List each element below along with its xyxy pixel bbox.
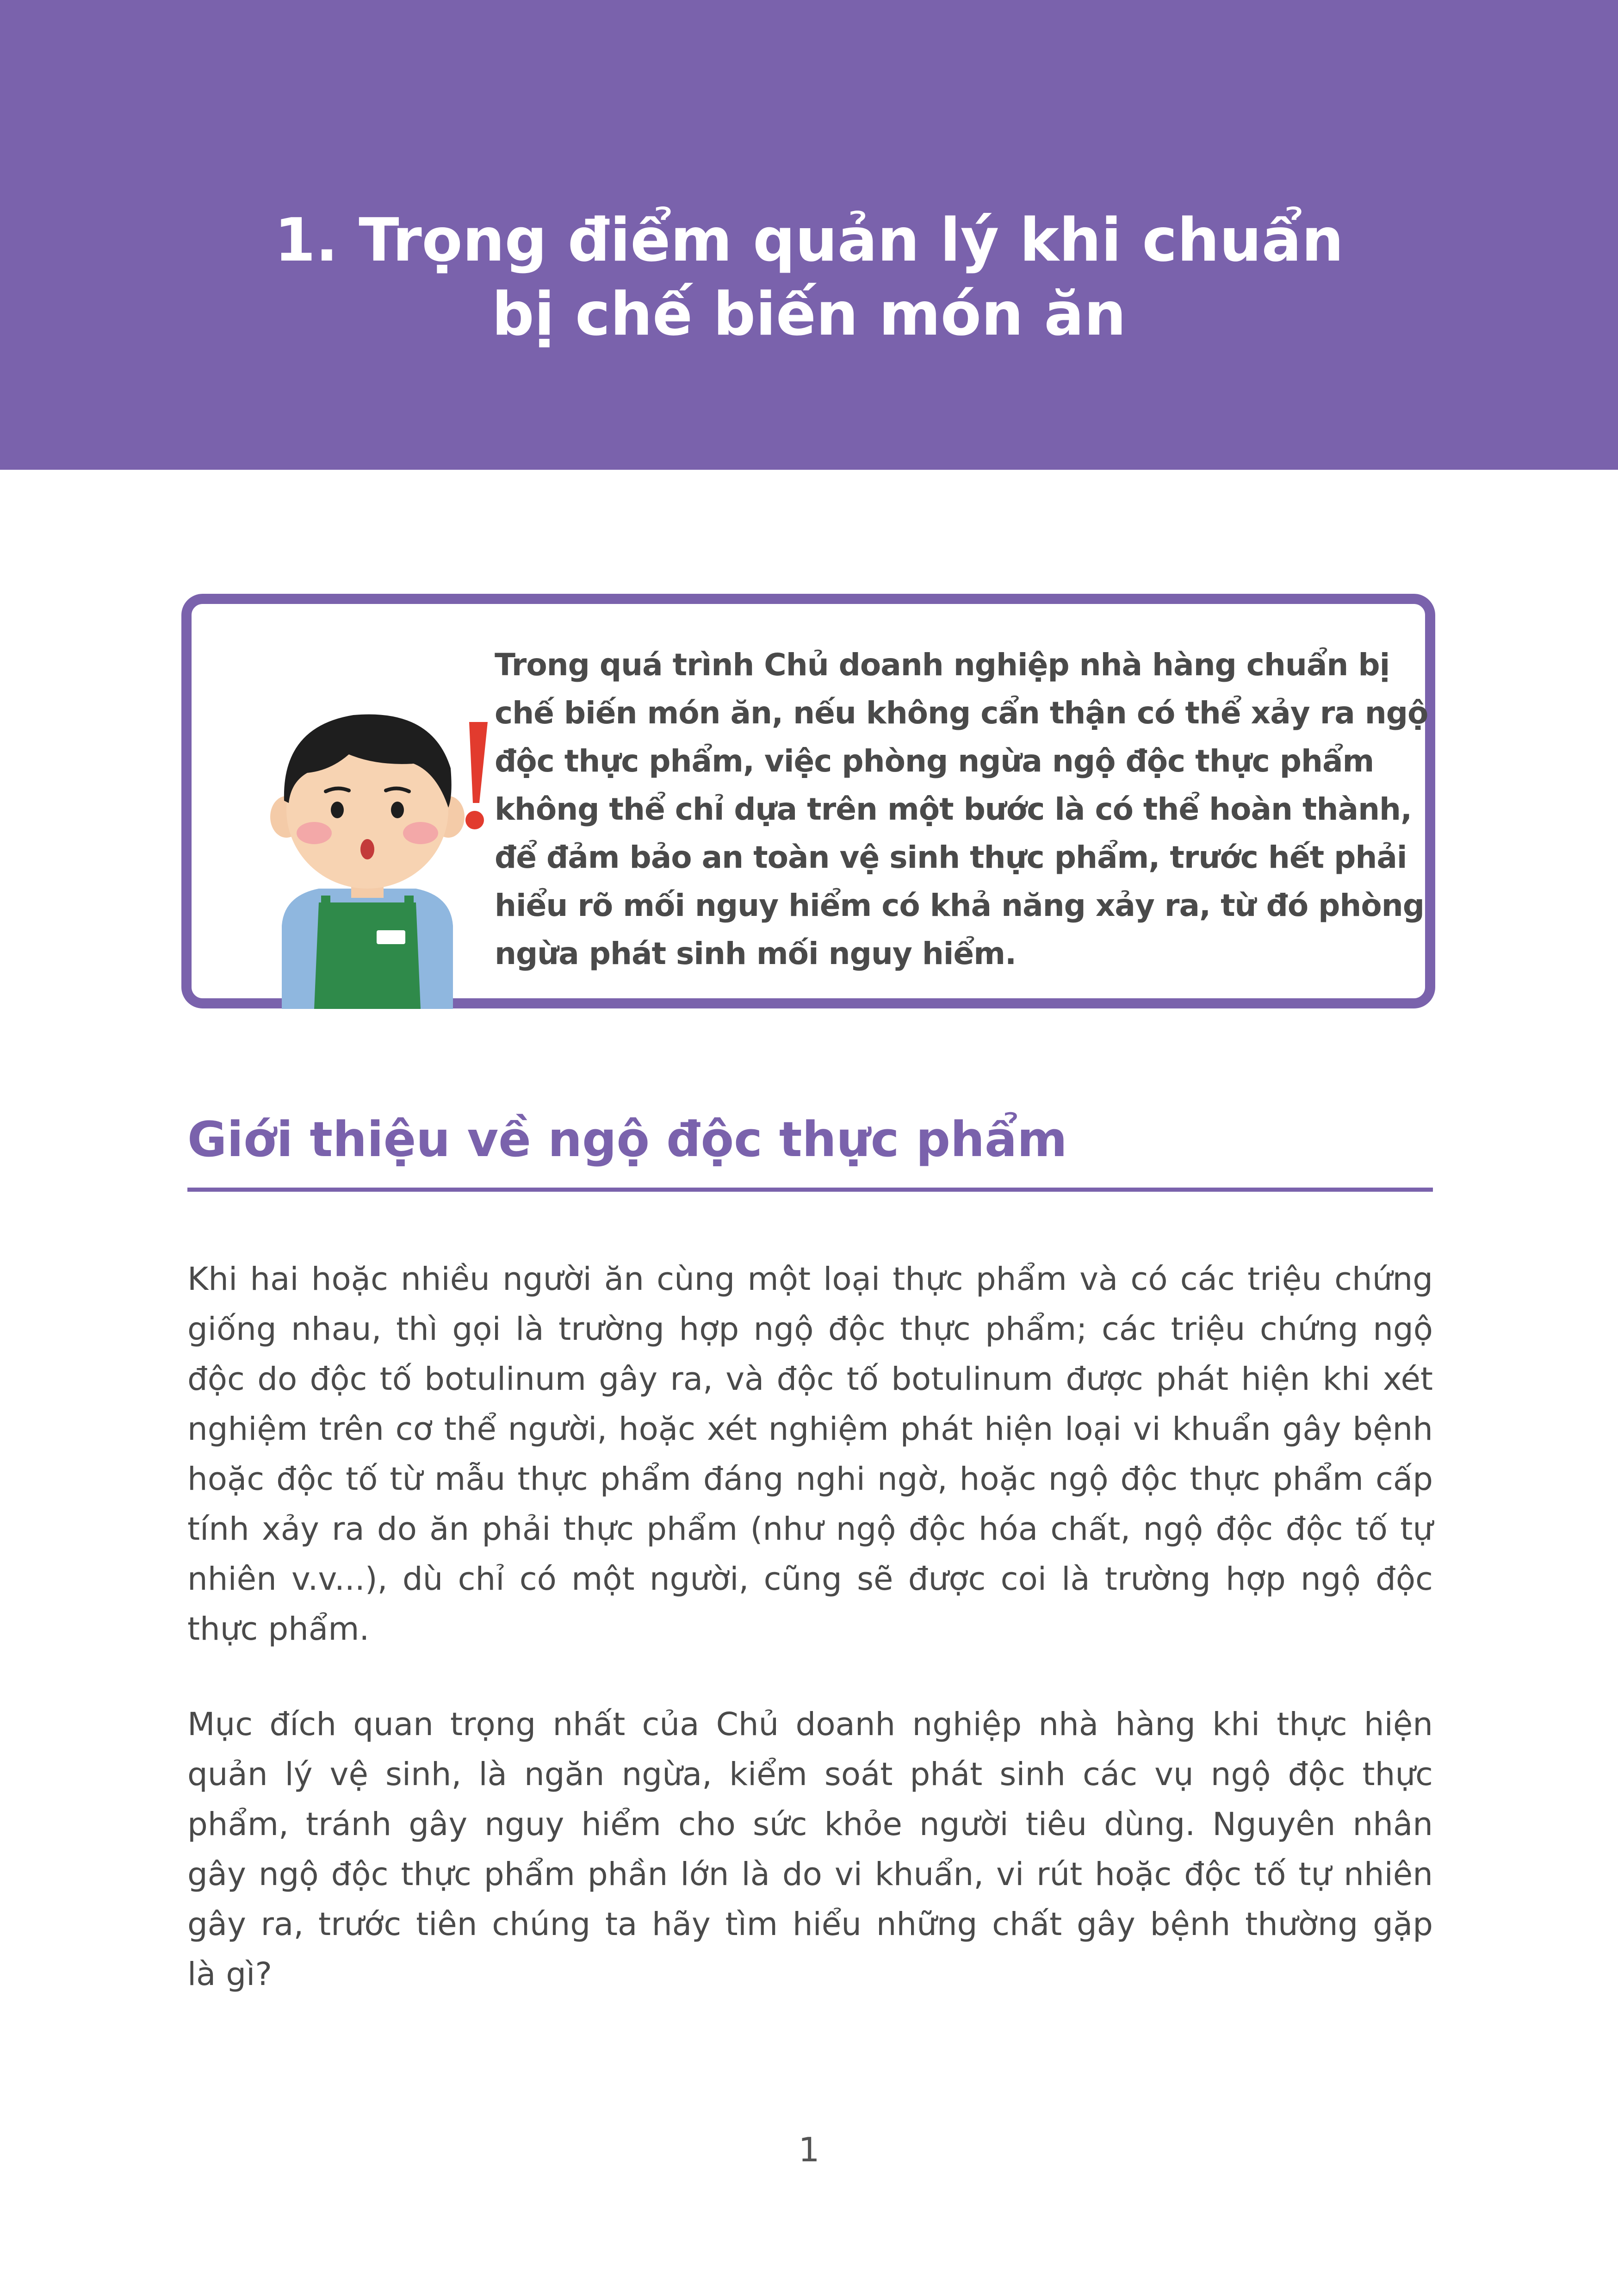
notice-box xyxy=(181,594,1435,1008)
notice-line: không thể chỉ dựa trên một bước là có thể hoàn thành, xyxy=(495,791,1412,827)
notice-line: hiểu rõ mối nguy hiểm có khả năng xảy ra, từ đó phòng xyxy=(495,888,1424,923)
paragraph-line: nghiệm trên cơ thể người, hoặc xét nghiệm phát hiện loại vi khuẩn gây bệnh xyxy=(187,1411,1433,1448)
notice-line: Trong quá trình Chủ doanh nghiệp nhà hàng chuẩn bị xyxy=(495,647,1390,683)
notice-line: ngừa phát sinh mối nguy hiểm. xyxy=(495,936,1017,971)
section-divider xyxy=(187,1188,1433,1192)
page-number: 1 xyxy=(798,2130,820,2169)
notice-line: để đảm bảo an toàn vệ sinh thực phẩm, trước hết phải xyxy=(495,840,1407,875)
notice-line: chế biến món ăn, nếu không cẩn thận có thể xảy ra ngộ xyxy=(495,695,1428,731)
notice-text xyxy=(495,641,1428,978)
paragraph-2 xyxy=(187,1699,1433,1999)
paragraph-line: Mục đích quan trọng nhất của Chủ doanh nghiệp nhà hàng khi thực hiện xyxy=(187,1706,1433,1743)
page-title xyxy=(0,204,1618,352)
paragraph-line: hoặc độc tố từ mẫu thực phẩm đáng nghi ngờ, hoặc ngộ độc thực phẩm cấp xyxy=(187,1461,1433,1498)
page-header xyxy=(0,0,1618,470)
paragraph-line: Khi hai hoặc nhiều người ăn cùng một loại thực phẩm và có các triệu chứng xyxy=(187,1261,1433,1298)
surprised-waiter-icon xyxy=(238,685,497,1009)
paragraph-line: độc do độc tố botulinum gây ra, và độc tố botulinum được phát hiện khi xét xyxy=(187,1361,1433,1398)
paragraph-line: gây ngộ độc thực phẩm phần lớn là do vi khuẩn, vi rút hoặc độc tố tự nhiên xyxy=(187,1856,1433,1893)
page-title-line-2: bị chế biến món ăn xyxy=(492,280,1126,349)
paragraph-line: quản lý vệ sinh, là ngăn ngừa, kiểm soát phát sinh các vụ ngộ độc thực xyxy=(187,1756,1433,1793)
notice-line: độc thực phẩm, việc phòng ngừa ngộ độc thực phẩm xyxy=(495,743,1374,779)
paragraph-line: gây ra, trước tiên chúng ta hãy tìm hiểu những chất gây bệnh thường gặp xyxy=(187,1906,1433,1943)
paragraph-line: giống nhau, thì gọi là trường hợp ngộ độc thực phẩm; các triệu chứng ngộ xyxy=(187,1311,1433,1348)
paragraph-line: là gì? xyxy=(187,1956,272,1993)
paragraph-line: thực phẩm. xyxy=(187,1611,370,1648)
page-title-line-1: 1. Trọng điểm quản lý khi chuẩn xyxy=(274,206,1344,275)
paragraph-line: phẩm, tránh gây nguy hiểm cho sức khỏe người tiêu dùng. Nguyên nhân xyxy=(187,1806,1433,1843)
paragraph-1 xyxy=(187,1254,1433,1654)
section-title: Giới thiệu về ngộ độc thực phẩm xyxy=(187,1111,1067,1168)
paragraph-line: nhiên v.v...), dù chỉ có một người, cũng sẽ được coi là trường hợp ngộ độc xyxy=(187,1561,1433,1598)
paragraph-line: tính xảy ra do ăn phải thực phẩm (như ngộ độc hóa chất, ngộ độc độc tố tự xyxy=(187,1511,1433,1548)
